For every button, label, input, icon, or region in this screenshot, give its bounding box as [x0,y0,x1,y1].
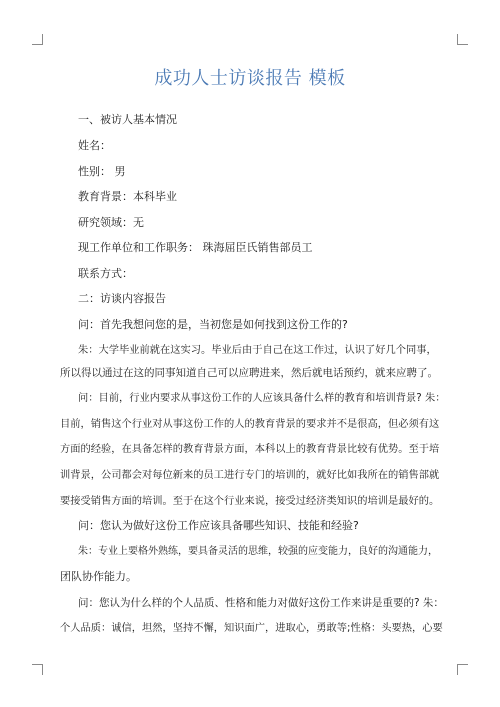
field-contact: 联系方式： [78,267,133,280]
crop-mark-top-right [457,34,468,45]
paragraph-line: 问：首先我想问您的是，当初您是如何找到这份工作的? [78,318,348,331]
paragraph-line: 朱：大学毕业前就在这实习。毕业后由于自己在这工作过，认识了好几个同事， [78,344,437,356]
section-heading-basic-info: 一、被访人基本情况 [78,113,177,126]
field-research-area: 研究领域：无 [78,216,144,229]
crop-mark-top-left [32,34,43,45]
crop-mark-bottom-left [32,664,43,675]
paragraph-line: 所以得以通过在这的同事知道自己可以应聘进来，然后就电话预约，就来应聘了。 [60,367,438,379]
paragraph-line: 朱：专业上要格外熟练，要具备灵活的思维，较强的应变能力，良好的沟通能力， [78,546,438,557]
paragraph-line: 方面的经验，在具备怎样的教育背景方面，本科以上的教育背景比较有优势。至于培 [60,443,440,455]
document-title: 成功人士访谈报告 模板 [154,68,346,89]
paragraph-line: 目前，销售这个行业对从事这份工作的人的教育背景的要求并不是很高，但必须有这 [60,418,440,430]
field-education: 教育背景：本科毕业 [78,190,177,203]
paragraph-line: 训背景，公司都会对每位新来的员工进行专门的培训的，就好比如我所在的销售部就 [60,469,440,481]
paragraph-line: 要接受销售方面的培训。至于在这个行业来说，接受过经济类知识的培训是最好的。 [60,495,440,507]
paragraph-line: 问：目前，行业内要求从事这份工作的人应该具备什么样的教育和培训背景? 朱： [78,392,446,404]
paragraph-line: 问：您认为做好这份工作应该具备哪些知识、技能和经验? [78,519,359,532]
field-name: 姓名： [78,139,111,152]
crop-mark-bottom-right [457,664,468,675]
section-heading-interview: 二：访谈内容报告 [78,292,166,305]
paragraph-line: 个人品质：诚信，坦然，坚持不懈，知识面广，进取心，勇敢等;性格：头要热，心要 [60,622,443,634]
paragraph-line: 问：您认为什么样的个人品质、性格和能力对做好这份工作来讲是重要的? 朱： [78,597,444,609]
field-gender: 性别： 男 [78,165,126,178]
field-employer-position: 现工作单位和工作职务： 珠海屈臣氏销售部员工 [78,241,313,254]
paragraph-line: 团队协作能力。 [60,570,137,583]
